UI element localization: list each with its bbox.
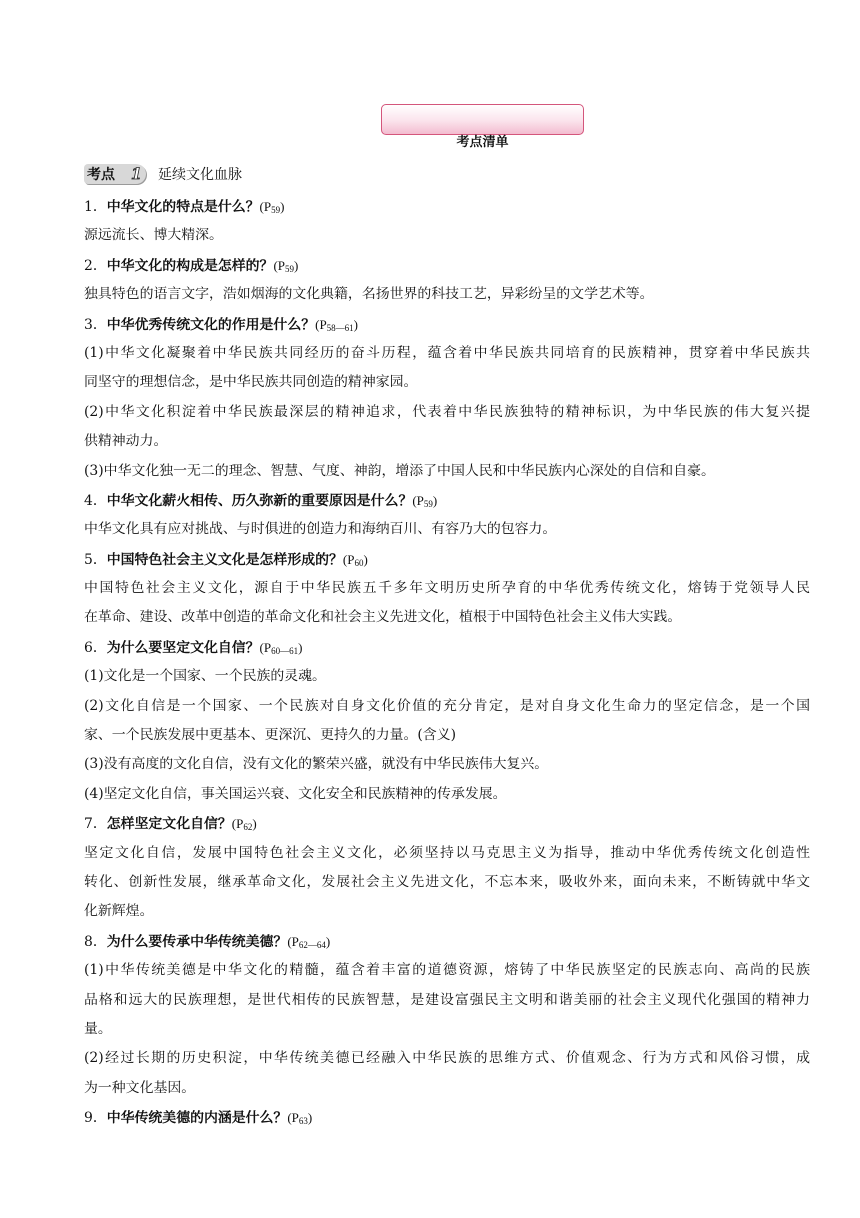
paragraph-line: (2)经过长期的历史积淀，中华传统美德已经融入中华民族的思维方式、价值观念、行为方式和风俗习惯，成 xyxy=(84,1050,810,1067)
page-prefix: (P xyxy=(412,492,424,508)
page-reference xyxy=(260,640,303,655)
page-number: 62 xyxy=(243,822,253,833)
question-number: 1． xyxy=(84,199,107,215)
question-text: 中华文化的特点是什么？ xyxy=(106,199,260,215)
page-suffix: ) xyxy=(432,492,438,508)
question-heading xyxy=(84,545,810,574)
question-heading xyxy=(84,192,810,221)
paragraph-line: (3)没有高度的文化自信，没有文化的繁荣兴盛，就没有中华民族伟大复兴。 xyxy=(84,756,549,773)
page-suffix: ) xyxy=(280,199,285,214)
paragraph-line: (4)坚定文化自信，事关国运兴衰、文化安全和民族精神的传承发展。 xyxy=(84,785,507,802)
badge-number: 1 xyxy=(130,164,142,183)
badge-label: 考点 xyxy=(87,167,115,183)
banner-title: 考点清单 xyxy=(456,135,509,150)
page-number: 59 xyxy=(423,498,433,509)
paragraph-line: (3)中华文化独一无二的理念、智慧、气度、神韵，增添了中国人民和中华民族内心深处的自信和自豪。 xyxy=(84,462,715,479)
section-title: 延续文化血脉 xyxy=(158,167,242,183)
question-heading xyxy=(84,633,810,662)
page-prefix: (P xyxy=(315,316,327,332)
question-number: 3． xyxy=(84,316,107,333)
page-prefix: (P xyxy=(259,639,272,655)
page-prefix: (P xyxy=(231,816,244,832)
page-reference xyxy=(315,317,358,332)
paragraph-line: (2)中华文化积淀着中华民族最深层的精神追求，代表着中华民族独特的精神标识，为中华民族的伟大复兴提 xyxy=(84,403,810,420)
page-number: 62—64 xyxy=(298,939,326,950)
page-number: 60—61 xyxy=(271,645,299,656)
page-suffix: ) xyxy=(252,816,257,832)
question-number: 9． xyxy=(84,1110,107,1127)
paragraph-line: 源远流长、博大精深。 xyxy=(84,227,223,244)
question-text: 中华优秀传统文化的作用是什么？ xyxy=(106,316,316,333)
page-reference xyxy=(260,199,285,214)
question-text: 中华文化的构成是怎样的？ xyxy=(106,257,274,274)
question-heading xyxy=(84,251,810,280)
paragraph-line: 独具特色的语言文字，浩如烟海的文化典籍，名扬世界的科技工艺，异彩纷呈的文学艺术等。 xyxy=(84,286,654,303)
paragraph-continuation: 在革命、建设、改革中创造的革命文化和社会主义先进文化，植根于中国特色社会主义伟大实践。 xyxy=(84,609,682,626)
paragraph-line: (1)中华传统美德是中华文化的精髓，蕴含着丰富的道德资源，熔铸了中华民族坚定的民族志向、高尚的民族 xyxy=(84,962,810,979)
question-heading xyxy=(84,1103,810,1132)
paragraph-line: (1)文化是一个国家、一个民族的灵魂。 xyxy=(84,668,326,685)
page-prefix: (P xyxy=(287,1110,299,1126)
page-number: 59 xyxy=(271,205,281,215)
paragraph-continuation: 供精神动力。 xyxy=(84,433,168,450)
page-prefix: (P xyxy=(259,199,272,214)
question-heading xyxy=(84,927,810,956)
page-prefix: (P xyxy=(287,933,299,949)
page-number: 59 xyxy=(285,263,294,274)
paragraph-continuation: 化新辉煌。 xyxy=(84,903,154,920)
question-heading xyxy=(84,310,810,339)
question-text: 为什么要坚定文化自信？ xyxy=(106,639,260,656)
page-reference xyxy=(273,258,298,273)
page-suffix: ) xyxy=(353,316,359,332)
question-number: 6． xyxy=(84,639,107,656)
question-text: 中华文化薪火相传、历久弥新的重要原因是什么？ xyxy=(106,492,413,509)
paragraph-line: 坚定文化自信，发展中国特色社会主义文化，必须坚持以马克思主义为指导，推动中华优秀传统文化创造性 xyxy=(84,844,810,861)
paragraph-continuation: 量。 xyxy=(84,1020,112,1037)
kaodian-badge xyxy=(84,164,146,184)
page-reference xyxy=(287,934,330,949)
question-text: 中国特色社会主义文化是怎样形成的？ xyxy=(106,551,343,568)
question-number: 4． xyxy=(84,492,107,509)
paragraph-line: 中国特色社会主义文化，源自于中华民族五千多年文明历史所孕育的中华优秀传统文化，熔铸于党领导人民 xyxy=(84,580,810,597)
page-suffix: ) xyxy=(363,551,368,567)
question-number: 7． xyxy=(84,816,107,833)
page-suffix: ) xyxy=(298,639,303,655)
paragraph-continuation: 为一种文化基因。 xyxy=(84,1079,196,1096)
question-number: 5． xyxy=(84,551,107,568)
question-number: 2． xyxy=(84,257,107,274)
paragraph-line: (1)中华文化凝聚着中华民族共同经历的奋斗历程，蕴含着中华民族共同培育的民族精神，贯穿着中华民族共 xyxy=(84,344,810,361)
page-number: 60 xyxy=(354,557,364,568)
document-body xyxy=(84,192,810,1133)
page-reference xyxy=(287,1110,312,1125)
page-number: 63 xyxy=(298,1116,308,1127)
page-prefix: (P xyxy=(273,257,285,273)
paragraph-continuation: 转化、创新性发展，继承革命文化，发展社会主义先进文化，不忘本来，吸收外来，面向未来，不断铸就中华文 xyxy=(84,873,810,890)
paragraph-line: 中华文化具有应对挑战、与时俱进的创造力和海纳百川、有容乃大的包容力。 xyxy=(84,521,557,538)
page-suffix: ) xyxy=(325,933,331,949)
paragraph-continuation: 品格和远大的民族理想，是世代相传的民族智慧，是建设富强民主文明和谐美丽的社会主义现代化强国的精神力 xyxy=(84,991,810,1008)
question-text: 中华传统美德的内涵是什么？ xyxy=(106,1110,288,1127)
page-number: 58—61 xyxy=(326,322,354,333)
question-text: 为什么要传承中华传统美德？ xyxy=(106,933,288,950)
paragraph-continuation: 家、一个民族发展中更基本、更深沉、更持久的力量。(含义) xyxy=(84,727,456,744)
question-text: 怎样坚定文化自信？ xyxy=(106,816,232,833)
page-prefix: (P xyxy=(342,551,355,567)
question-number: 8． xyxy=(84,933,107,950)
page-suffix: ) xyxy=(307,1110,313,1126)
page-reference xyxy=(232,816,257,831)
paragraph-continuation: 同坚守的理想信念，是中华民族共同创造的精神家园。 xyxy=(84,374,418,391)
page-reference xyxy=(412,493,437,508)
paragraph-line: (2)文化自信是一个国家、一个民族对自身文化价值的充分肯定，是对自身文化生命力的坚定信念，是一个国 xyxy=(84,697,810,714)
section-heading xyxy=(84,163,242,185)
question-heading xyxy=(84,486,810,515)
question-heading xyxy=(84,809,810,838)
page-reference xyxy=(343,552,368,567)
page-suffix: ) xyxy=(294,257,299,273)
